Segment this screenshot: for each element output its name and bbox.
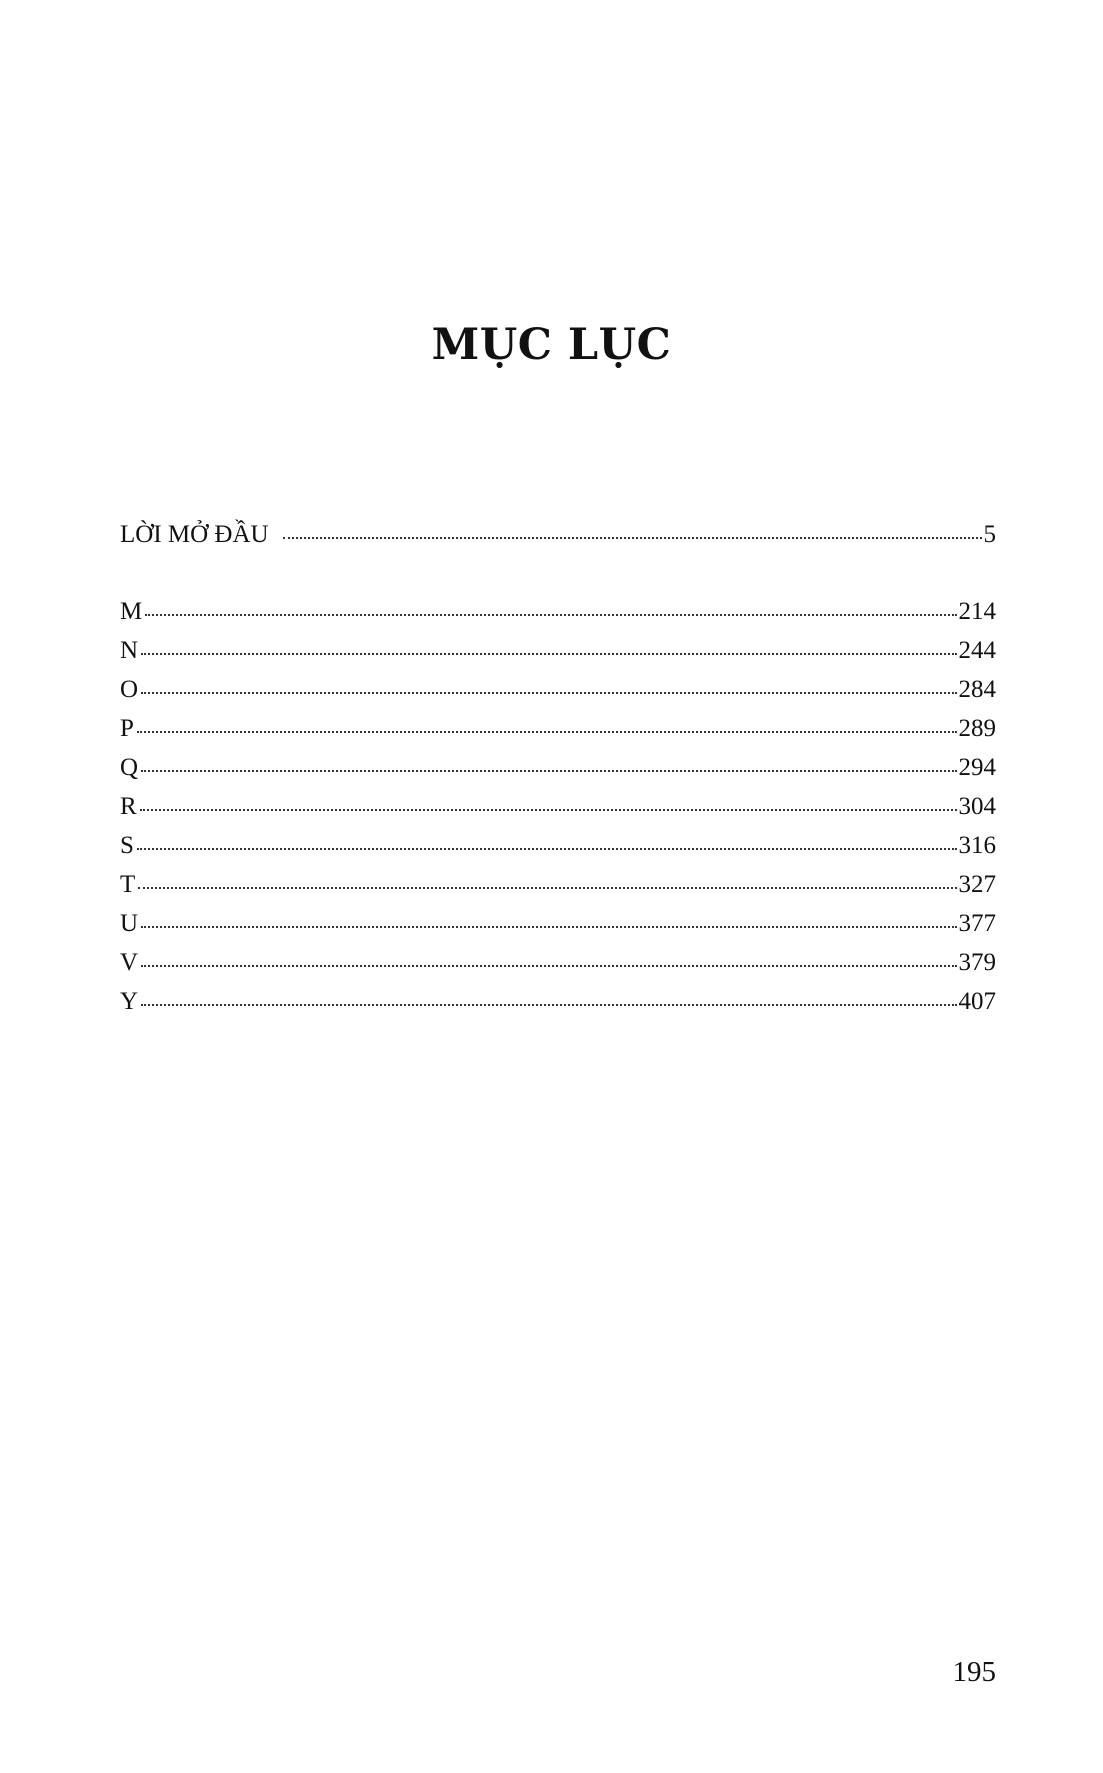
toc-entry-p[interactable] (120, 712, 996, 746)
dot-leader (137, 848, 957, 850)
toc-entry-page: 289 (958, 715, 996, 742)
toc-entry-label: Y (120, 988, 139, 1015)
dot-leader (141, 965, 956, 967)
toc-entry-page: 294 (958, 754, 996, 781)
dot-leader (141, 653, 956, 655)
toc-entry-page: 327 (958, 871, 996, 898)
toc-entry-page: 244 (958, 637, 996, 664)
toc-entry-label: M (120, 598, 143, 625)
toc-entry-label: R (120, 793, 137, 820)
toc-entry-page: 304 (958, 793, 996, 820)
toc-entry-label: Q (120, 754, 139, 781)
toc-entry-m[interactable] (120, 595, 996, 629)
toc-entry-r[interactable] (120, 790, 996, 824)
toc-entry-label: U (120, 910, 139, 937)
toc-entry-label: S (120, 832, 134, 859)
toc-entry-page: 379 (958, 949, 996, 976)
toc-entry-label: LỜI MỞ ĐẦU (120, 521, 269, 548)
toc-entry-label: N (120, 637, 139, 664)
table-of-contents (120, 0, 996, 1100)
toc-entry-preface[interactable] (120, 518, 996, 552)
toc-entry-q[interactable] (120, 751, 996, 785)
toc-entry-v[interactable] (120, 946, 996, 980)
toc-entry-page: 284 (958, 676, 996, 703)
dot-leader (138, 887, 956, 889)
dot-leader (140, 809, 957, 811)
toc-entry-page: 316 (958, 832, 996, 859)
dot-leader (141, 692, 956, 694)
toc-entry-page: 377 (958, 910, 996, 937)
toc-entry-s[interactable] (120, 829, 996, 863)
toc-entry-t[interactable] (120, 868, 996, 902)
toc-entry-n[interactable] (120, 634, 996, 668)
toc-entry-o[interactable] (120, 673, 996, 707)
dot-leader (137, 731, 957, 733)
toc-entry-page: 407 (958, 988, 996, 1015)
toc-entry-label: O (120, 676, 139, 703)
toc-entry-u[interactable] (120, 907, 996, 941)
toc-entry-page: 214 (958, 598, 996, 625)
dot-leader (141, 770, 956, 772)
dot-leader (141, 1004, 956, 1006)
toc-entry-label: T (120, 871, 136, 898)
dot-leader (283, 537, 982, 539)
page-title: MỤC LỤC (431, 320, 672, 370)
dot-leader (141, 926, 956, 928)
toc-entry-page: 5 (983, 521, 996, 548)
toc-entry-label: P (120, 715, 134, 742)
dot-leader (145, 614, 956, 616)
toc-entry-y[interactable] (120, 985, 996, 1019)
toc-entry-label: V (120, 949, 139, 976)
page-number: 195 (952, 1656, 996, 1688)
